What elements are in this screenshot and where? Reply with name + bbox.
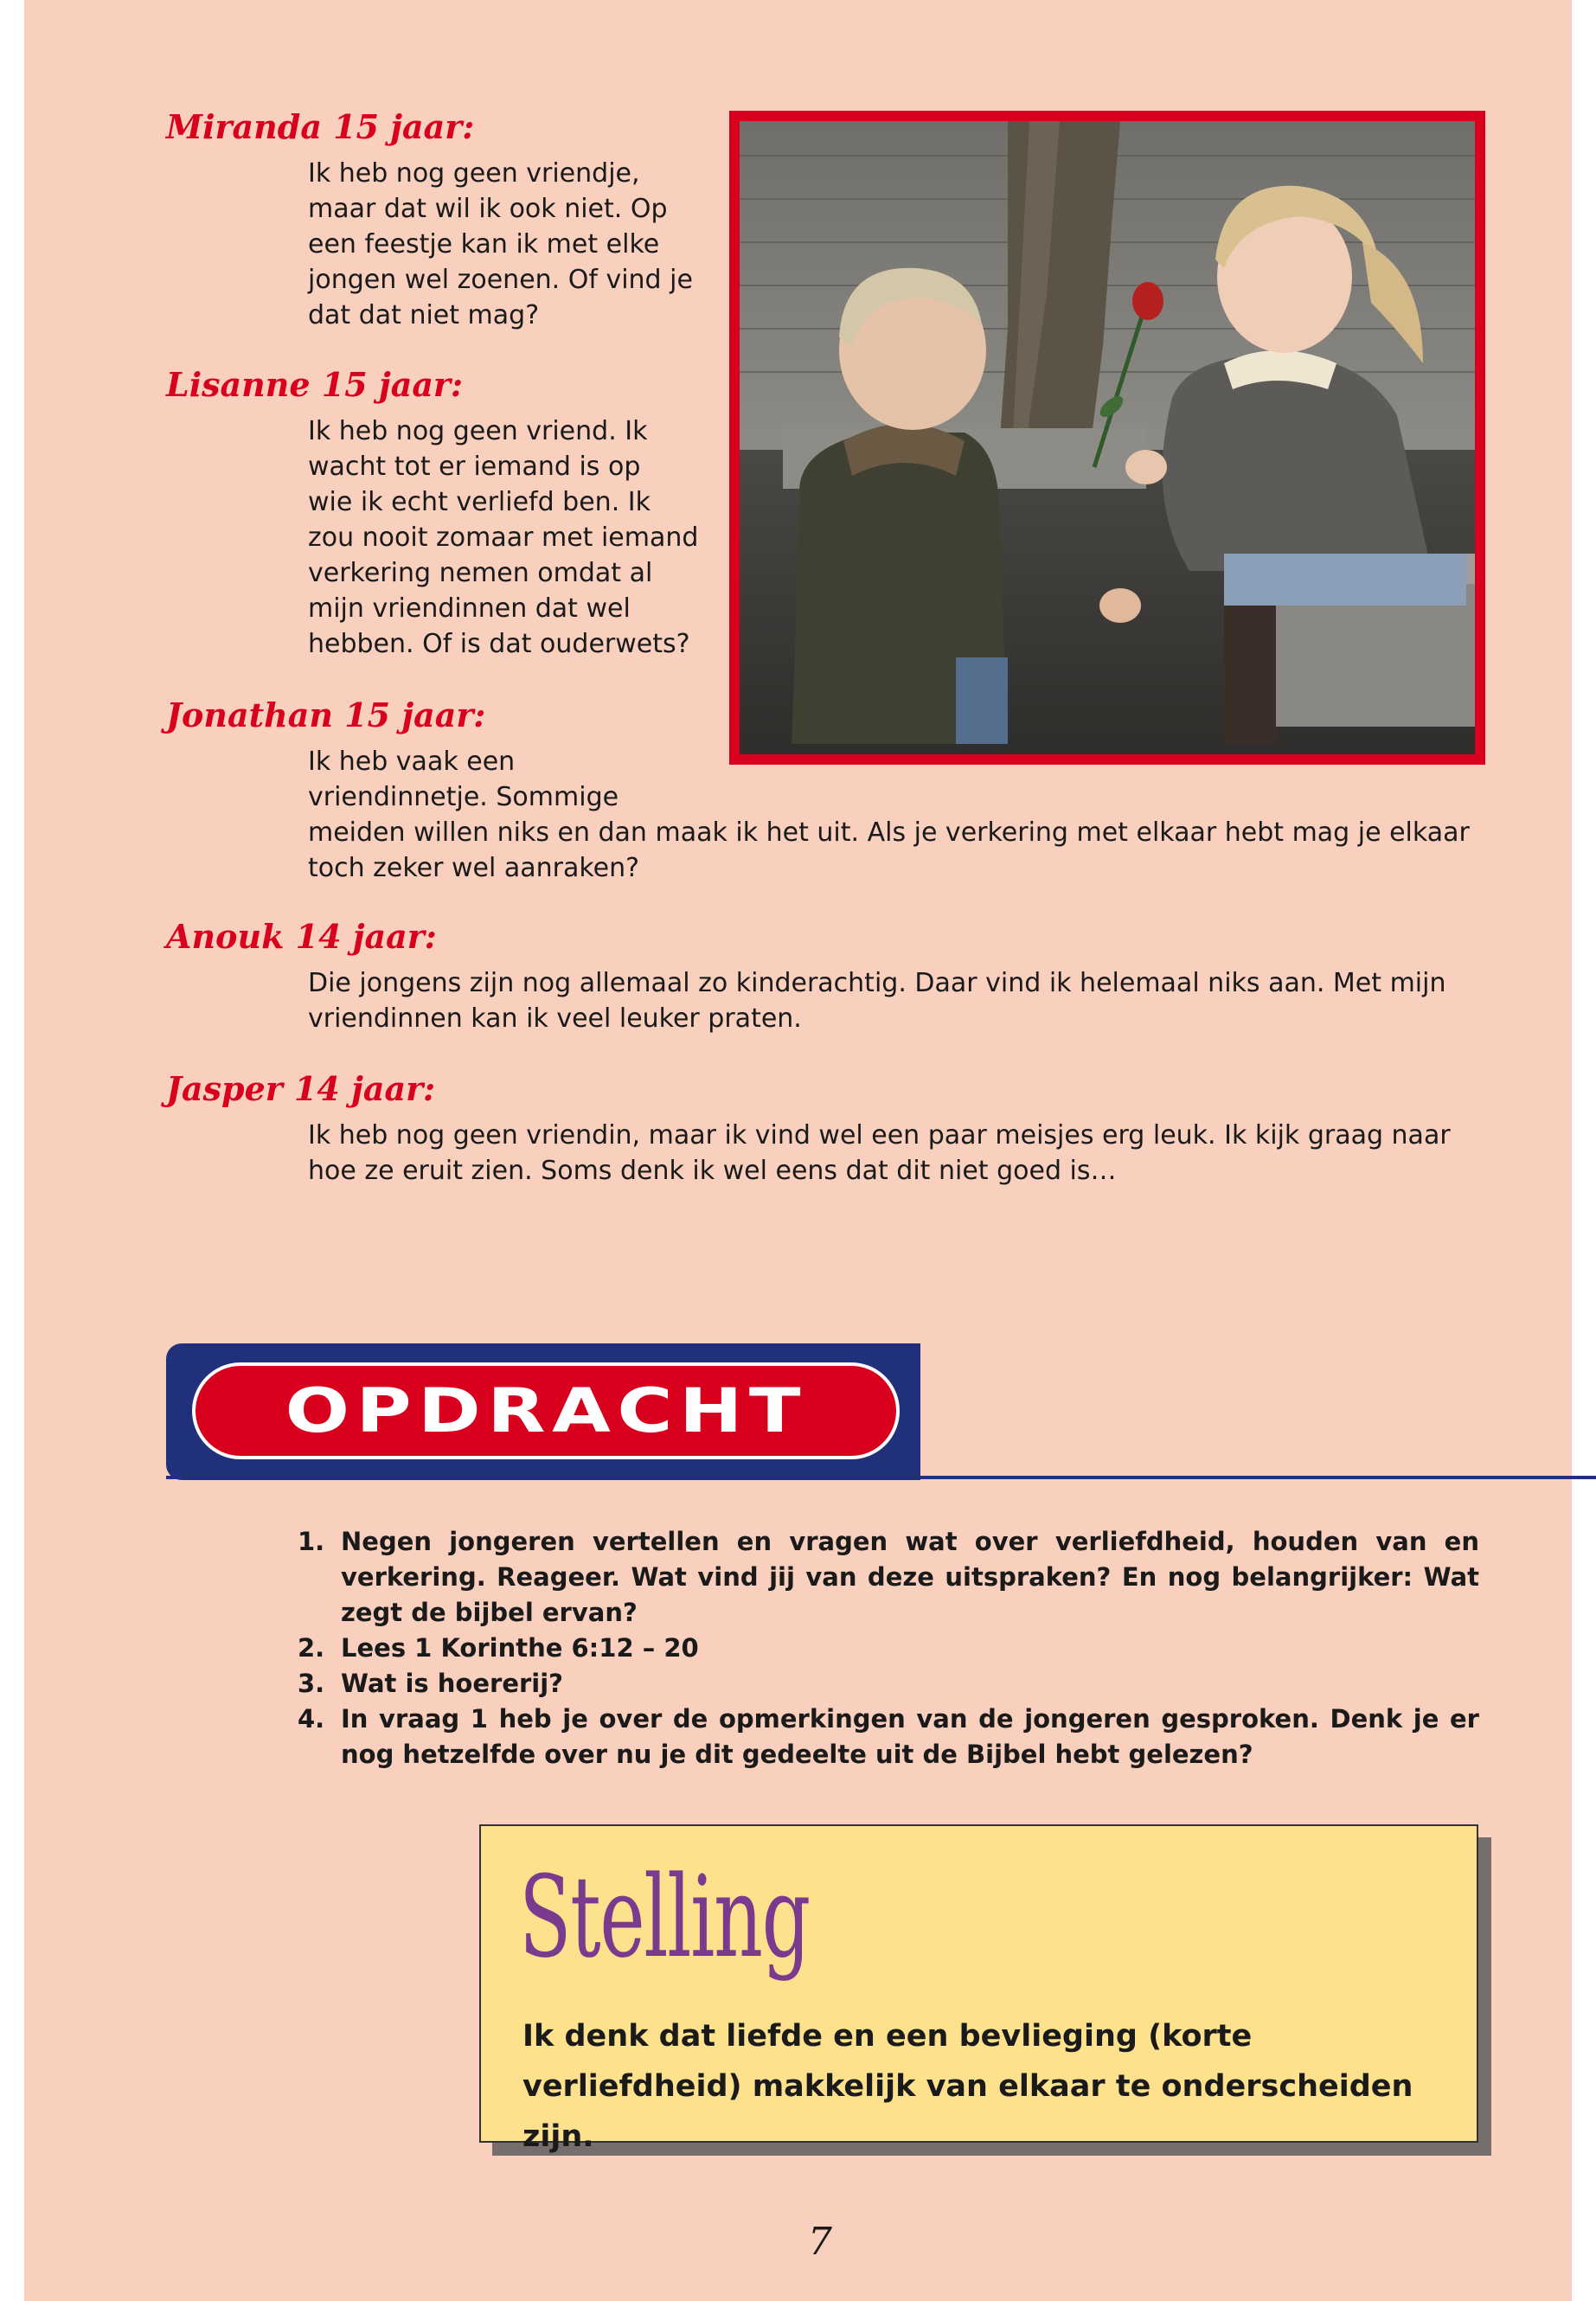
page-number: 7 xyxy=(808,2220,832,2264)
statement-title: Stelling xyxy=(519,1851,810,1983)
testimonial-name: Anouk 14 jaar: xyxy=(166,917,437,956)
list-item: 1. Negen jongeren vertellen en vragen wat over verliefdheid, houden van en verkering. Reageer. Wat vind jij van deze uitspraken? En nog belangrijker: Wat zegt de bijbel ervan? xyxy=(298,1527,1479,1627)
testimonial-quote: Ik heb vaak een vriendinnetje. Sommige meiden willen niks en dan maak ik het uit. Als je verkering met elkaar hebt mag je elkaar toch zeker wel aanraken? xyxy=(308,747,1470,883)
assignment-list xyxy=(298,1524,1479,1772)
list-item: 4. In vraag 1 heb je over de opmerkingen van de jongeren gesproken. Denk je er nog hetzelfde over nu je dit gedeelte uit de Bijbel hebt gelezen? xyxy=(298,1704,1479,1769)
testimonial-name: Miranda 15 jaar: xyxy=(166,107,475,146)
page xyxy=(24,0,1572,2301)
testimonial-quote: Ik heb nog geen vriendje, maar dat wil ik ook niet. Op een feestje kan ik met elke jongen wel zoenen. Of vind je dat dat niet mag? xyxy=(308,158,693,330)
statement-text: Ik denk dat liefde en een bevlieging (korte verliefdheid) makkelijk van elkaar te onderscheiden zijn. xyxy=(522,2019,1413,2154)
banner-divider xyxy=(166,1476,1596,1479)
children-rose-photo-icon xyxy=(740,121,1475,754)
assignment-banner-pill xyxy=(192,1362,900,1459)
list-item: 3. Wat is hoererij? xyxy=(298,1669,563,1698)
list-item: 2. Lees 1 Korinthe 6:12 – 20 xyxy=(298,1633,699,1663)
assignment-banner xyxy=(166,1343,920,1480)
photo-frame xyxy=(729,111,1485,765)
testimonial-quote: Die jongens zijn nog allemaal zo kinderachtig. Daar vind ik helemaal niks aan. Met mijn vriendinnen kan ik veel leuker praten. xyxy=(308,968,1446,1034)
testimonial-name: Jasper 14 jaar: xyxy=(166,1069,436,1108)
testimonial-quote: Ik heb nog geen vriend. Ik wacht tot er iemand is op wie ik echt verliefd ben. Ik zou nooit zomaar met iemand verkering nemen omdat al mijn vriendinnen dat wel hebben. Of is dat ouderwets? xyxy=(308,416,699,659)
statement-box xyxy=(479,1824,1478,2154)
testimonial-quote: Ik heb nog geen vriendin, maar ik vind wel een paar meisjes erg leuk. Ik kijk graag naar hoe ze eruit zien. Soms denk ik wel eens dat dit niet goed is… xyxy=(308,1120,1451,1186)
testimonial-name: Lisanne 15 jaar: xyxy=(166,365,463,404)
assignment-title: OPDRACHT xyxy=(285,1375,807,1446)
testimonial-name: Jonathan 15 jaar: xyxy=(166,695,486,734)
